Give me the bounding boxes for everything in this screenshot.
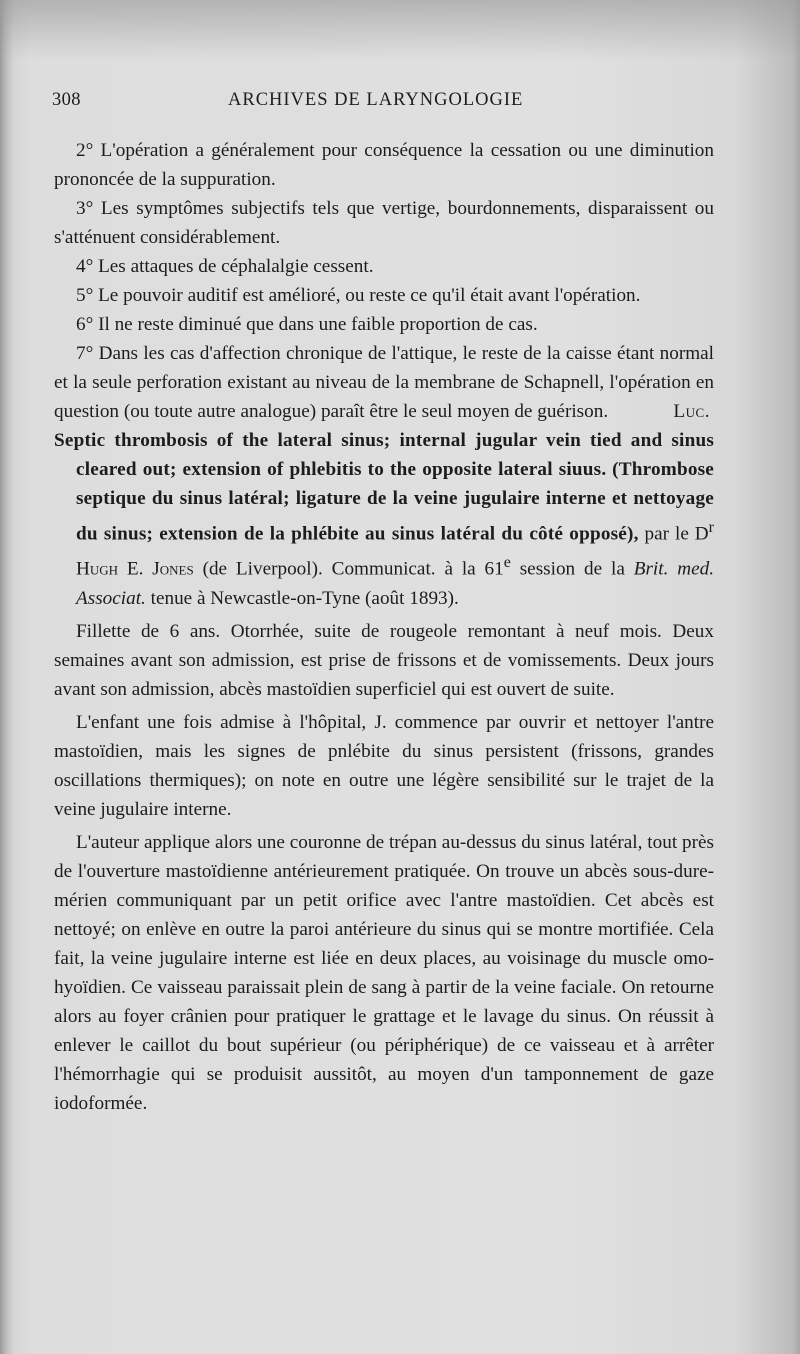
conclusion-item: 6° Il ne reste diminué que dans une faible proportion de cas. — [76, 314, 538, 335]
french-title: (Thrombose septique du sinus latéral; ligature de la veine jugulaire interne et nettoyage du sinus; extension de la phlébite au sinus latéral du côté opposé), — [76, 459, 715, 545]
running-title: ARCHIVES DE LARYNGOLOGIE — [228, 90, 524, 110]
body-paragraph: Fillette de 6 ans. Otorrhée, suite de rougeole remontant à neuf mois. Deux semaines avant son admission, est prise de frissons et de vomissements. Deux jours avant son admission, abcès mastoïdien superficiel qui est ouvert de suite. — [54, 620, 714, 700]
conclusion-item: 5° Le pouvoir auditif est amélioré, ou reste ce qu'il était avant l'opération. — [76, 285, 641, 306]
author-prefix-sup: r — [708, 519, 714, 536]
body-paragraph: L'auteur applique alors une couronne de trépan au-dessus du sinus latéral, tout près de l'ouverture mastoïdienne antérieurement pratiquée. On trouve un abcès sous-dure-mérien communiquant par un petit orifice avec l'antre mastoïdien. Cet abcès est nettoyé; on enlève en outre la paroi antérieure du sinus qui se montre mortifiée. Cela fait, la veine jugulaire interne est liée en deux places, au voisinage du muscle omo-hyoïdien. Ce vaisseau paraissait plein de sang à partir de la veine faciale. On retourne alors au foyer crânien pour pratiquer le grattage et le lavage du sinus. On réussit à enlever le caillot du bout supérieur (ou périphérique) de ce vaisseau et à arrêter l'hémorrhagie qui se produisit aussitôt, au moyen d'un tamponnement de gaze iodoformée. — [54, 831, 714, 1114]
author-prefix: par le D — [644, 523, 709, 545]
meeting-info: tenue à Newcastle-on-Tyne (août 1893). — [150, 587, 459, 609]
english-title: Septic thrombosis of the lateral sinus; internal jugular vein tied and sinus cleared out; extension of phlebitis to the opposite lateral siuus. — [54, 430, 714, 480]
article-heading — [54, 426, 714, 613]
author-place: (de Liverpool). — [202, 558, 323, 580]
communication-sup: e — [503, 554, 511, 572]
page-text — [54, 136, 714, 1118]
journal-name: Brit. med. Associat. — [76, 558, 715, 609]
conclusion-item: 4° Les attaques de céphalalgie cessent. — [76, 256, 374, 277]
communication-rest: session de la — [519, 558, 625, 580]
author-signature: Luc. — [673, 401, 710, 422]
conclusion-item — [54, 339, 714, 426]
communication: Communicat. à la 61 — [331, 558, 504, 580]
running-header — [52, 90, 762, 118]
conclusion-item: 3° Les symptômes subjectifs tels que vertige, bourdonnements, disparaissent ou s'atténuent considérablement. — [54, 198, 714, 248]
author-name: Hugh E. Jones — [76, 558, 194, 580]
page-number: 308 — [52, 90, 81, 110]
conclusion-item: 2° L'opération a généralement pour conséquence la cessation ou une diminution prononcée de la suppuration. — [54, 140, 714, 190]
body-paragraph: L'enfant une fois admise à l'hôpital, J. commence par ouvrir et nettoyer l'antre mastoïdien, mais les signes de pnlébite du sinus persistent (frissons, grandes oscillations thermiques); on note en outre une légère sensibilité sur le trajet de la veine jugulaire interne. — [54, 711, 714, 820]
conclusion-text: 7° Dans les cas d'affection chronique de l'attique, le reste de la caisse étant normal et la seule perforation existant au niveau de la membrane de Schapnell, l'opération en question (ou toute autre analogue) paraît être le seul moyen de guérison. — [54, 343, 714, 422]
article-body — [54, 617, 714, 1118]
